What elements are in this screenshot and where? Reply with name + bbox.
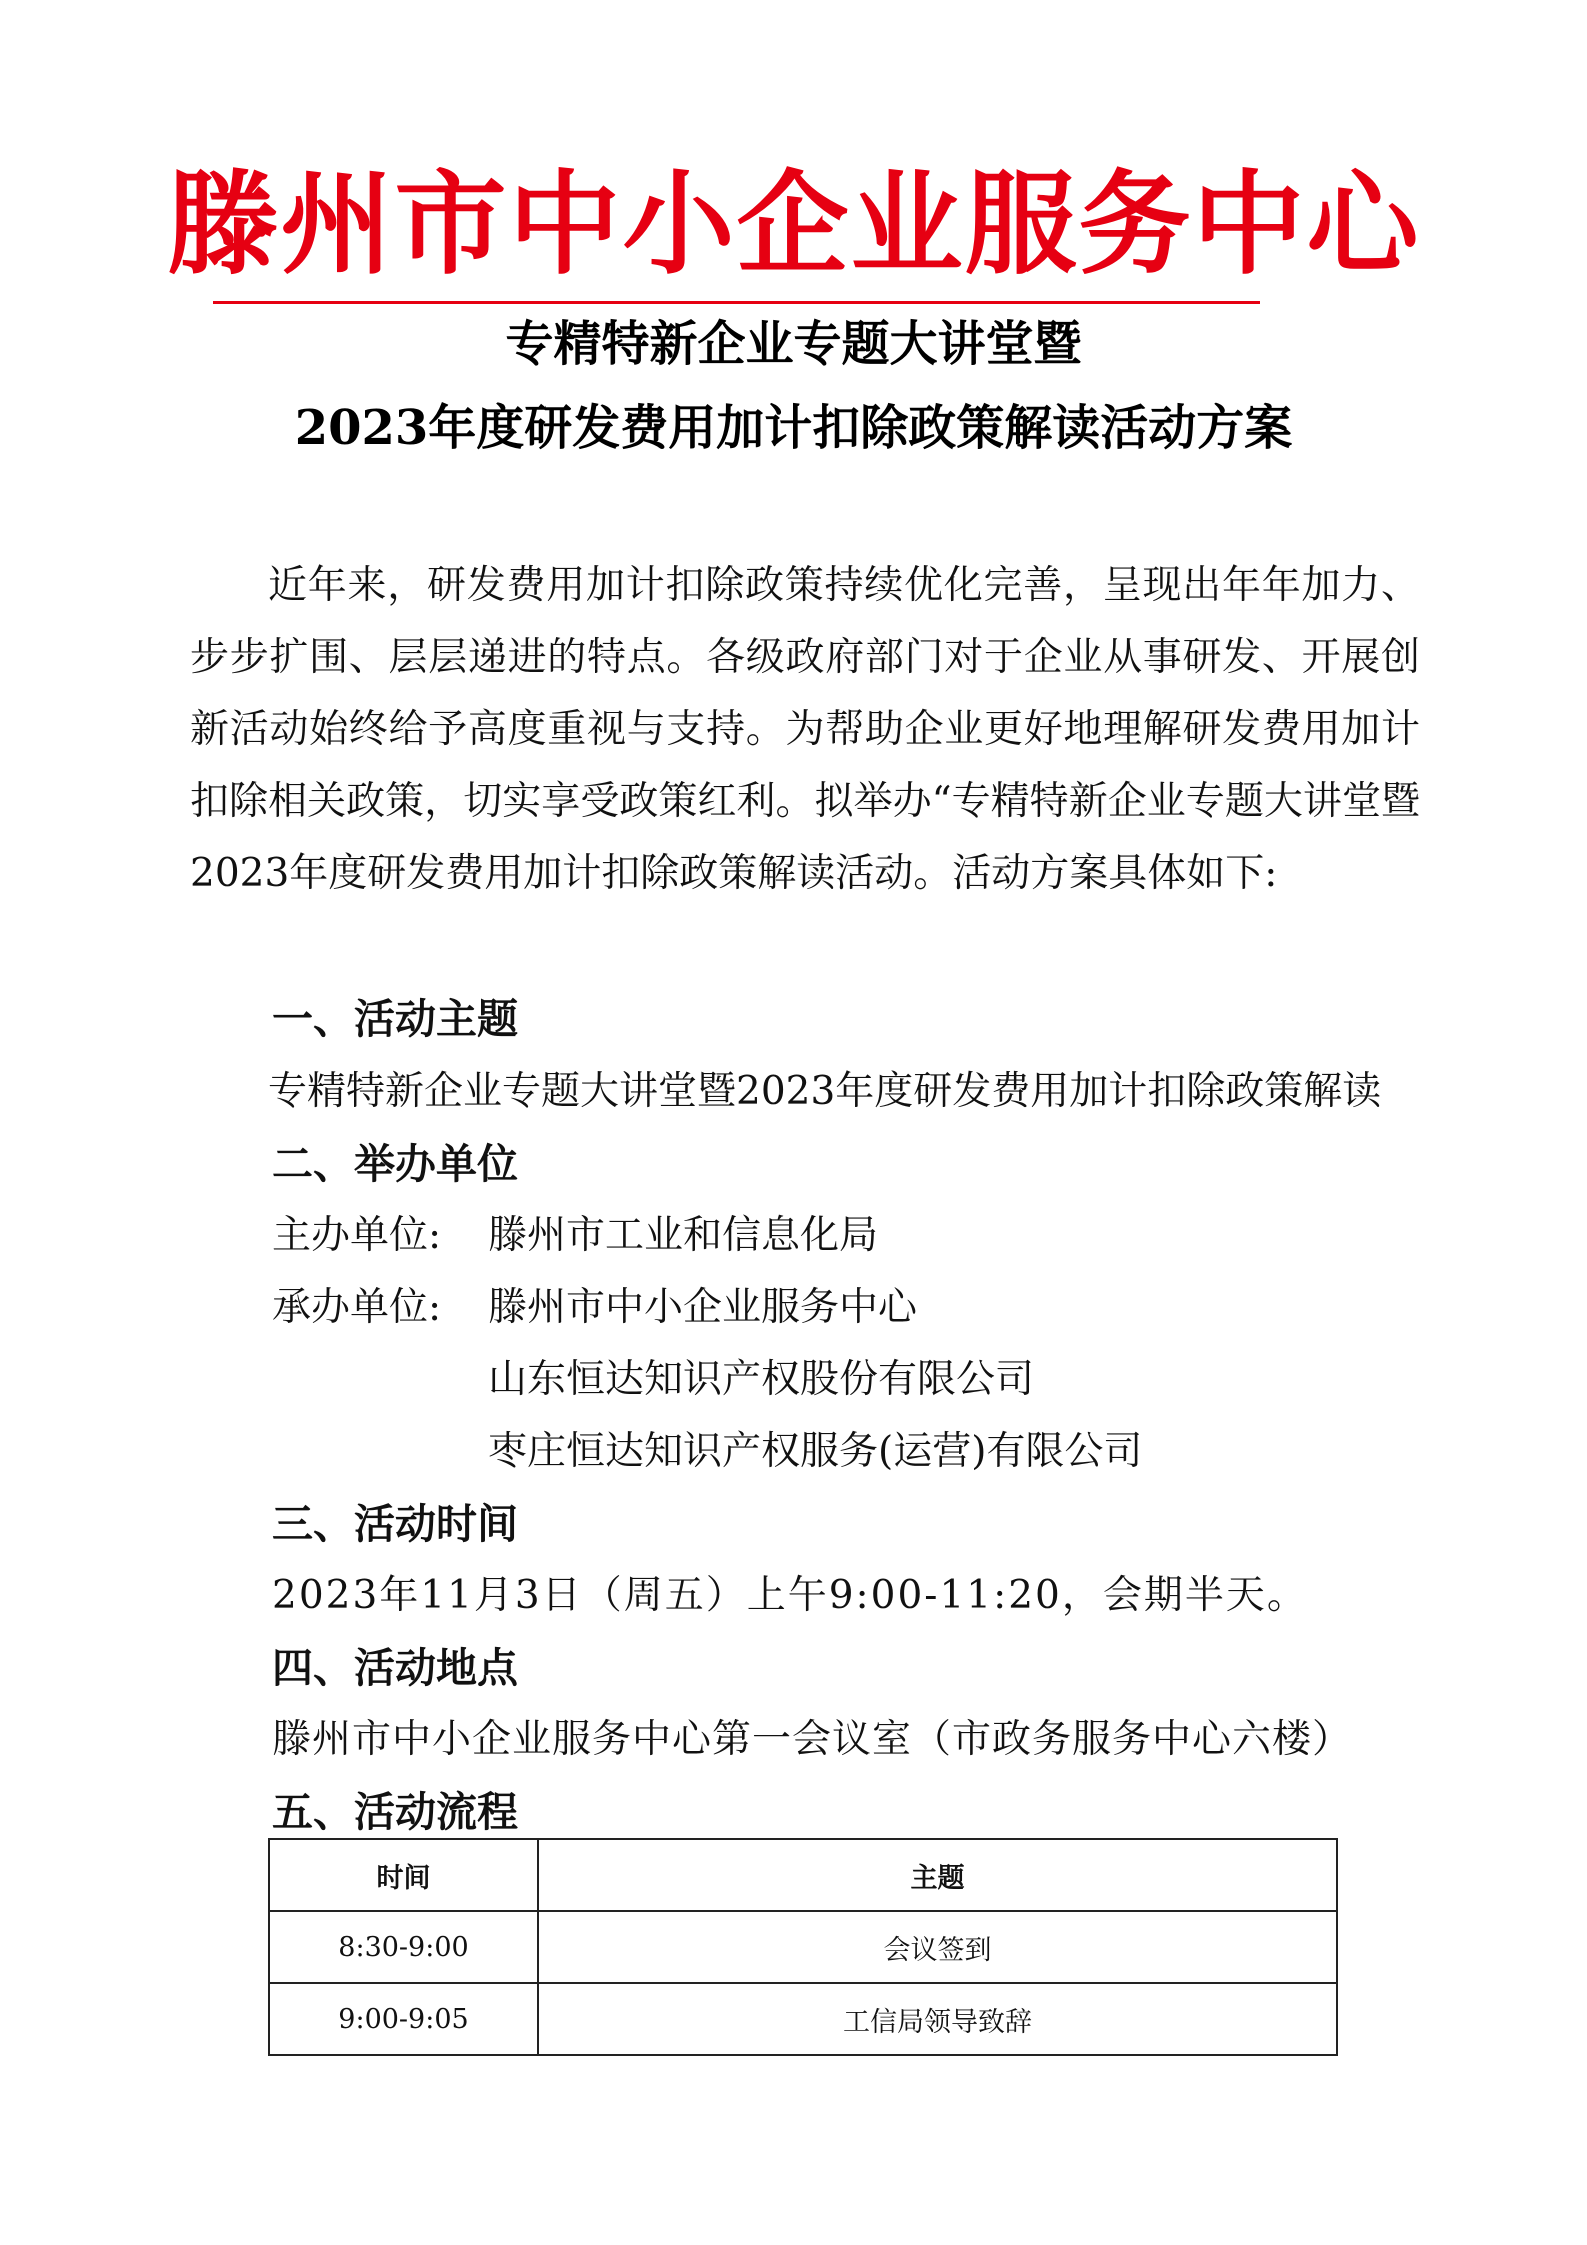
table-header-time: 时间 bbox=[269, 1839, 538, 1911]
table-cell-topic: 会议签到 bbox=[538, 1911, 1337, 1983]
masthead: 滕州市中小企业服务中心 bbox=[166, 159, 1421, 290]
section-heading-organizers: 二、举办单位 bbox=[272, 1140, 518, 1188]
host-unit: 滕州市工业和信息化局 bbox=[488, 1213, 879, 1258]
co-organizer-label: 承办单位: bbox=[272, 1285, 442, 1330]
document-title-line-2: 2023年度研发费用加计扣除政策解读活动方案 bbox=[294, 400, 1293, 456]
time-content: 2023年11月3日（周五）上午9:00-11:20，会期半天。 bbox=[272, 1573, 1308, 1618]
table-row bbox=[269, 1911, 1337, 1983]
co-organizer-1: 滕州市中小企业服务中心 bbox=[488, 1285, 918, 1330]
section-heading-process: 五、活动流程 bbox=[272, 1788, 518, 1836]
process-table bbox=[268, 1838, 1338, 2056]
table-header-topic: 主题 bbox=[538, 1839, 1337, 1911]
intro-paragraph: 近年来，研发费用加计扣除政策持续优化完善，呈现出年年加力、步步扩围、层层递进的特点。各级政府部门对于企业从事研发、开展创新活动始终给予高度重视与支持。为帮助企业更好地理解研发费用加计扣除相关政策，切实享受政策红利。拟举办“专精特新企业专题大讲堂暨2023年度研发费用加计扣除政策解读活动。活动方案具体如下: bbox=[190, 563, 1420, 896]
document-title-line-1: 专精特新企业专题大讲堂暨 bbox=[505, 316, 1082, 372]
table-cell-time: 8:30-9:00 bbox=[269, 1911, 538, 1983]
location-content: 滕州市中小企业服务中心第一会议室（市政务服务中心六楼） bbox=[272, 1717, 1353, 1762]
host-label: 主办单位: bbox=[272, 1213, 442, 1258]
masthead-red-line bbox=[213, 301, 1260, 304]
table-cell-time: 9:00-9:05 bbox=[269, 1983, 538, 2055]
co-organizer-2: 山东恒达知识产权股份有限公司 bbox=[488, 1357, 1035, 1402]
table-header-row bbox=[269, 1839, 1337, 1911]
theme-content: 专精特新企业专题大讲堂暨2023年度研发费用加计扣除政策解读 bbox=[268, 1069, 1382, 1114]
section-heading-time: 三、活动时间 bbox=[272, 1500, 518, 1548]
table-cell-topic: 工信局领导致辞 bbox=[538, 1983, 1337, 2055]
table-row bbox=[269, 1983, 1337, 2055]
section-heading-location: 四、活动地点 bbox=[272, 1644, 518, 1692]
section-heading-theme: 一、活动主题 bbox=[272, 995, 518, 1043]
co-organizer-3: 枣庄恒达知识产权服务(运营)有限公司 bbox=[488, 1429, 1143, 1474]
